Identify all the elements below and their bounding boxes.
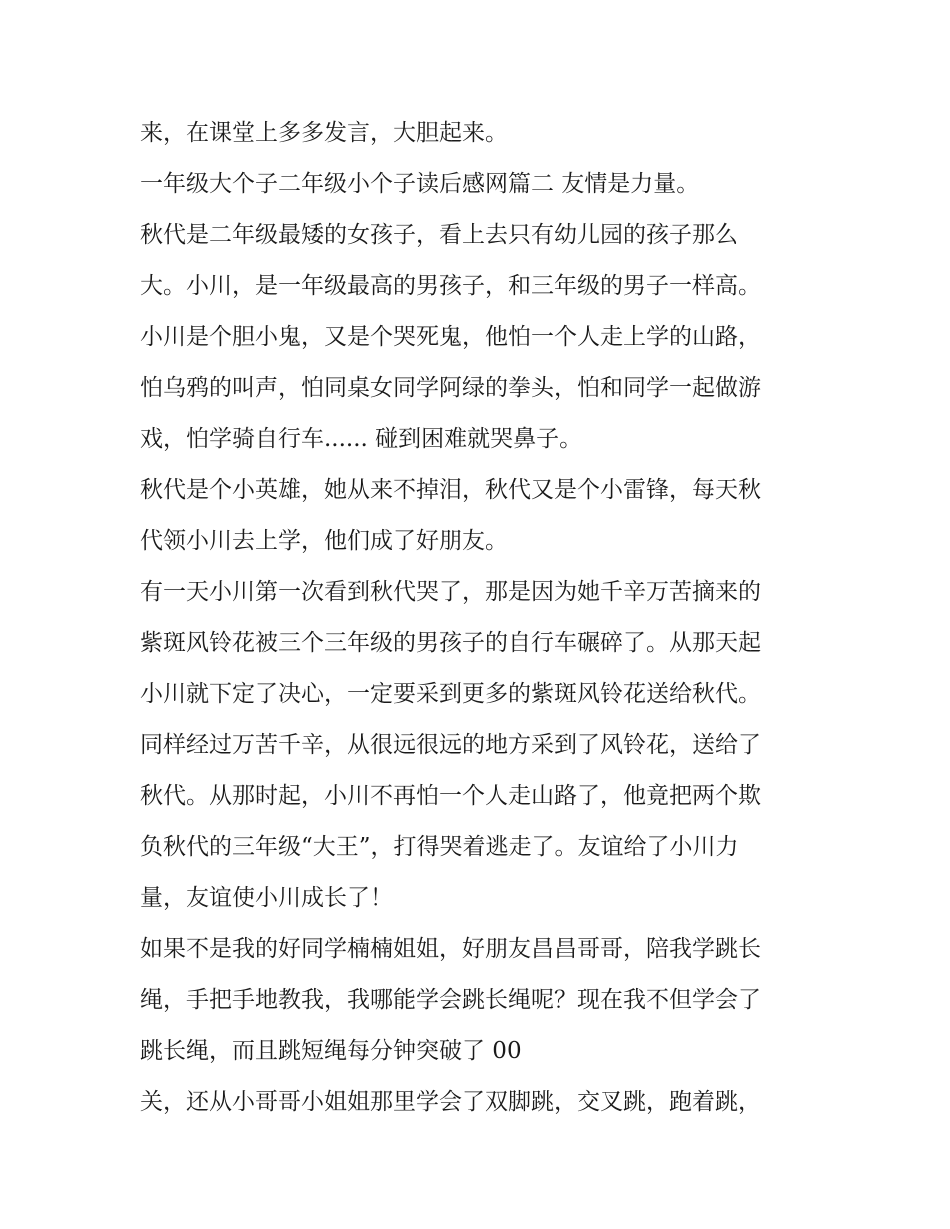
text-line: 小川是个胆小鬼，又是个哭死鬼，他怕一个人走上学的山路， <box>140 324 761 350</box>
text-line: 负秋代的三年级“大王”，打得哭着逃走了。友谊给了小川力 <box>140 834 739 860</box>
text-line: 代领小川去上学，他们成了好朋友。 <box>140 528 508 554</box>
text-line: 关，还从小哥哥小姐姐那里学会了双脚跳，交叉跳，跑着跳， <box>140 1089 761 1115</box>
text-line: 怕乌鸦的叫声，怕同桌女同学阿绿的拳头，怕和同学一起做游 <box>140 375 761 401</box>
text-line: 小川就下定了决心，一定要采到更多的紫斑风铃花送给秋代。 <box>140 681 761 707</box>
text-line: 如果不是我的好同学楠楠姐姐，好朋友昌昌哥哥，陪我学跳长 <box>140 936 761 962</box>
text-line: 有一天小川第一次看到秋代哭了，那是因为她千辛万苦摘来的 <box>140 579 761 605</box>
text-line: 秋代。从那时起，小川不再怕一个人走山路了，他竟把两个欺 <box>140 783 761 809</box>
text-line: 来，在课堂上多多发言，大胆起来。 <box>140 120 508 146</box>
text-line: 跳长绳，而且跳短绳每分钟突破了 00 <box>140 1038 522 1064</box>
text-line: 秋代是二年级最矮的女孩子，看上去只有幼儿园的孩子那么 <box>140 222 738 248</box>
text-line: 同样经过万苦千辛，从很远很远的地方采到了风铃花，送给了 <box>140 732 761 758</box>
text-line: 一年级大个子二年级小个子读后感网篇二 友情是力量。 <box>140 171 700 197</box>
text-line: 戏，怕学骑自行车...... 碰到困难就哭鼻子。 <box>140 426 583 452</box>
text-line: 量，友谊使小川成长了！ <box>140 885 393 911</box>
text-line: 紫斑风铃花被三个三年级的男孩子的自行车碾碎了。从那天起 <box>140 630 761 656</box>
body-text <box>140 108 830 1128</box>
text-line: 秋代是个小英雄，她从来不掉泪，秋代又是个小雷锋，每天秋 <box>140 477 761 503</box>
text-line: 绳，手把手地教我，我哪能学会跳长绳呢？现在我不但学会了 <box>140 987 761 1013</box>
text-line: 大。小川，是一年级最高的男孩子，和三年级的男子一样高。 <box>140 273 761 299</box>
